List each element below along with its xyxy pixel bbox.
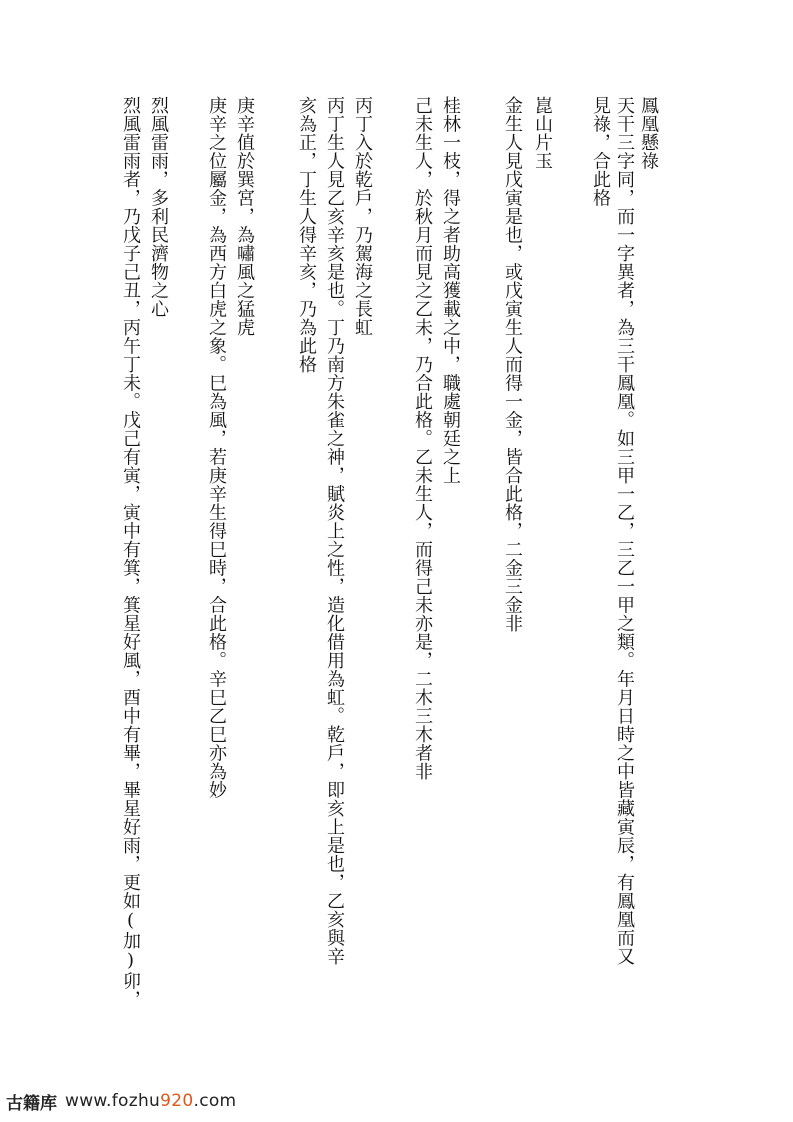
section-text-line: 庚辛之位屬金，為西方白虎之象。巳為風，若庚辛生得巳時，合此格。辛巳乙巳亦為妙	[206, 96, 227, 799]
section-text-line: 己未生人，於秋月而見之乙未，乃合此格。乙未生人，而得己未亦是，二木三木者非	[412, 96, 433, 781]
section-heading-bingding: 丙丁入於乾戶，乃駕海之長虹	[352, 96, 373, 337]
section-text-line: 金生人見戊寅是也，或戊寅生人而得一金，皆合此格，二金三金非	[502, 96, 523, 633]
section-heading-gengxin: 庚辛值於巽宮，為嘯風之猛虎	[234, 96, 255, 337]
footer-url-number: 920	[160, 1091, 194, 1111]
footer-url-prefix: www.fozhu	[65, 1091, 161, 1111]
section-heading-fenghuang: 鳳凰懸祿	[638, 96, 659, 170]
section-text-line: 丙丁生人見乙亥辛亥是也。丁乃南方朱雀之神，賦炎上之性，造化借用為虹。乾戶，即亥上是也，乙亥與辛	[324, 96, 345, 966]
section-text-line: 天干三字同，而一字異者，為三干鳳凰。如三甲一乙，三乙一甲之類。年月日時之中皆藏寅辰，有鳳凰而又	[614, 96, 635, 966]
footer-watermark	[6, 1088, 236, 1114]
footer-url[interactable]	[65, 1091, 236, 1111]
footer-url-suffix: .com	[193, 1091, 237, 1111]
section-heading-kunshan: 崑山片玉	[532, 96, 553, 170]
section-text-line: 亥為正，丁生人得辛亥，乃為此格	[296, 96, 317, 374]
section-text-line: 見祿，合此格	[590, 96, 611, 207]
section-text-line: 烈風雷雨者，乃戊子己丑，丙午丁未。戊己有寅，寅中有箕，箕星好風，酉中有畢，畢星好雨，更如(加)卯，	[120, 96, 141, 1009]
section-heading-liefeng: 烈風雷雨，多利民濟物之心	[148, 96, 169, 318]
section-heading-guilin: 桂林一枝，得之者助高獲載之中，職處朝廷之上	[440, 96, 461, 485]
footer-brand: 古籍库	[6, 1093, 57, 1114]
